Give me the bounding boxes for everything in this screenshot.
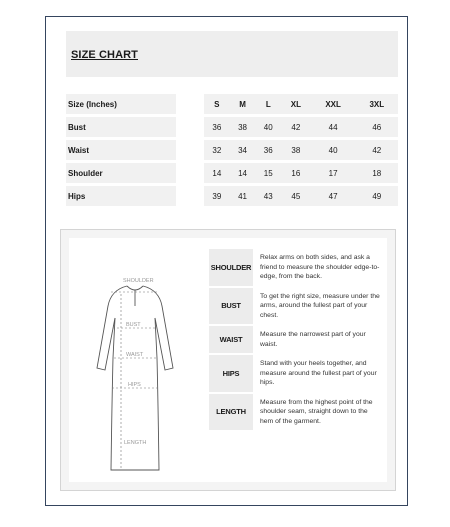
row-label-hips: Hips bbox=[66, 186, 176, 206]
measurement-guide-panel bbox=[60, 229, 396, 491]
guide-description: Stand with your heels together, and measure around the fullest part of your hips. bbox=[260, 360, 377, 386]
diagram-label-hips: HIPS bbox=[128, 382, 141, 388]
guide-term: BUST bbox=[209, 288, 253, 325]
dress-diagram bbox=[75, 248, 195, 473]
size-chart-title: SIZE CHART bbox=[71, 49, 138, 61]
row-label-bust: Bust bbox=[66, 117, 176, 137]
table-row bbox=[66, 163, 398, 183]
guide-term: SHOULDER bbox=[209, 249, 253, 286]
guide-row-waist bbox=[209, 326, 381, 353]
measurement-guide-inner bbox=[69, 238, 387, 482]
table-cell: 17 bbox=[311, 163, 356, 183]
table-cell: 39 bbox=[204, 186, 230, 206]
diagram-label-waist: WAIST bbox=[126, 352, 144, 358]
size-col-m: M bbox=[230, 94, 256, 114]
table-row bbox=[66, 140, 398, 160]
table-cell: 36 bbox=[255, 140, 281, 160]
size-header-label: Size (Inches) bbox=[66, 94, 176, 114]
table-cell: 40 bbox=[311, 140, 356, 160]
guide-description: Measure the narrowest part of your waist. bbox=[260, 331, 366, 348]
row-label-shoulder: Shoulder bbox=[66, 163, 176, 183]
table-cell: 14 bbox=[230, 163, 256, 183]
guide-row-bust bbox=[209, 288, 381, 325]
guide-description: To get the right size, measure under the arms, around the fullest part of your chest. bbox=[260, 292, 380, 319]
size-chart-card bbox=[45, 16, 408, 506]
diagram-label-bust: BUST bbox=[126, 322, 141, 328]
diagram-label-length: LENGTH bbox=[124, 440, 147, 446]
guide-row-length bbox=[209, 394, 381, 431]
size-col-3xl: 3XL bbox=[356, 94, 398, 114]
size-col-xxl: XXL bbox=[311, 94, 356, 114]
guide-description: Measure from the highest point of the shoulder seam, straight down to the hem of the garment. bbox=[260, 398, 373, 425]
guide-term: LENGTH bbox=[209, 394, 253, 431]
table-cell: 43 bbox=[255, 186, 281, 206]
row-label-waist: Waist bbox=[66, 140, 176, 160]
table-cell: 38 bbox=[230, 117, 256, 137]
guide-description: Relax arms on both sides, and ask a friend to measure the shoulder edge-to-edge, from the back. bbox=[260, 254, 380, 280]
table-cell: 49 bbox=[356, 186, 398, 206]
table-cell: 46 bbox=[356, 117, 398, 137]
table-cell: 44 bbox=[311, 117, 356, 137]
size-col-s: S bbox=[204, 94, 230, 114]
size-table bbox=[66, 91, 398, 209]
table-cell: 45 bbox=[281, 186, 311, 206]
table-cell: 38 bbox=[281, 140, 311, 160]
table-cell: 34 bbox=[230, 140, 256, 160]
table-cell: 41 bbox=[230, 186, 256, 206]
guide-row-hips bbox=[209, 355, 381, 392]
table-cell: 36 bbox=[204, 117, 230, 137]
guide-row-shoulder bbox=[209, 249, 381, 286]
size-col-l: L bbox=[255, 94, 281, 114]
table-cell: 47 bbox=[311, 186, 356, 206]
table-cell: 14 bbox=[204, 163, 230, 183]
table-cell: 42 bbox=[356, 140, 398, 160]
table-cell: 15 bbox=[255, 163, 281, 183]
size-table-header bbox=[66, 94, 398, 114]
table-row bbox=[66, 117, 398, 137]
guide-term: HIPS bbox=[209, 355, 253, 392]
table-cell: 18 bbox=[356, 163, 398, 183]
table-cell: 16 bbox=[281, 163, 311, 183]
table-cell: 42 bbox=[281, 117, 311, 137]
table-cell: 32 bbox=[204, 140, 230, 160]
table-row bbox=[66, 186, 398, 206]
table-cell: 40 bbox=[255, 117, 281, 137]
title-bar bbox=[66, 31, 398, 77]
size-col-xl: XL bbox=[281, 94, 311, 114]
measurement-guide-table bbox=[209, 249, 381, 430]
diagram-label-shoulder: SHOULDER bbox=[123, 278, 154, 284]
guide-term: WAIST bbox=[209, 326, 253, 353]
